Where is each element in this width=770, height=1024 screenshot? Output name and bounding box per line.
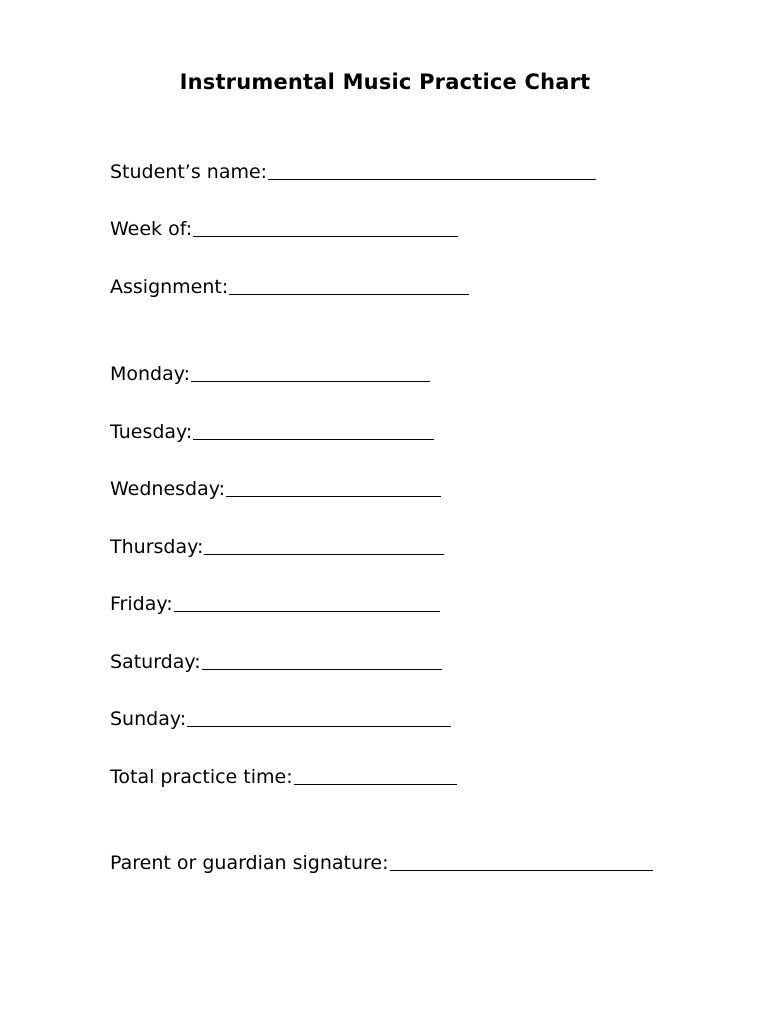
friday-row <box>110 586 440 616</box>
total-practice-time-field[interactable] <box>294 784 457 785</box>
wednesday-label: Wednesday: <box>110 478 226 500</box>
wednesday-row <box>110 471 441 501</box>
tuesday-label: Tuesday: <box>110 421 193 443</box>
saturday-row <box>110 644 442 674</box>
wednesday-field[interactable] <box>226 496 441 497</box>
week-of-label: Week of: <box>110 218 193 240</box>
total-practice-time-row <box>110 759 457 789</box>
tuesday-field[interactable] <box>193 439 434 440</box>
student-name-field[interactable] <box>268 179 596 180</box>
week-of-row <box>110 211 458 241</box>
page-title: Instrumental Music Practice Chart <box>179 70 591 94</box>
parent-signature-label: Parent or guardian signature: <box>110 852 389 874</box>
week-of-field[interactable] <box>193 236 458 237</box>
assignment-field[interactable] <box>229 294 469 295</box>
saturday-label: Saturday: <box>110 651 201 673</box>
assignment-row <box>110 269 469 299</box>
friday-field[interactable] <box>174 611 440 612</box>
friday-label: Friday: <box>110 593 173 615</box>
saturday-field[interactable] <box>202 669 442 670</box>
monday-field[interactable] <box>191 381 430 382</box>
assignment-label: Assignment: <box>110 276 229 298</box>
total-practice-time-label: Total practice time: <box>110 766 293 788</box>
monday-label: Monday: <box>110 363 191 385</box>
thursday-label: Thursday: <box>110 536 204 558</box>
sunday-row <box>110 701 451 731</box>
parent-signature-row <box>110 845 653 875</box>
thursday-field[interactable] <box>204 554 444 555</box>
parent-signature-field[interactable] <box>390 870 653 871</box>
thursday-row <box>110 529 444 559</box>
tuesday-row <box>110 414 434 444</box>
monday-row <box>110 356 430 386</box>
student-name-label: Student’s name: <box>110 161 268 183</box>
sunday-field[interactable] <box>187 726 451 727</box>
student-name-row <box>110 154 596 184</box>
sunday-label: Sunday: <box>110 708 187 730</box>
